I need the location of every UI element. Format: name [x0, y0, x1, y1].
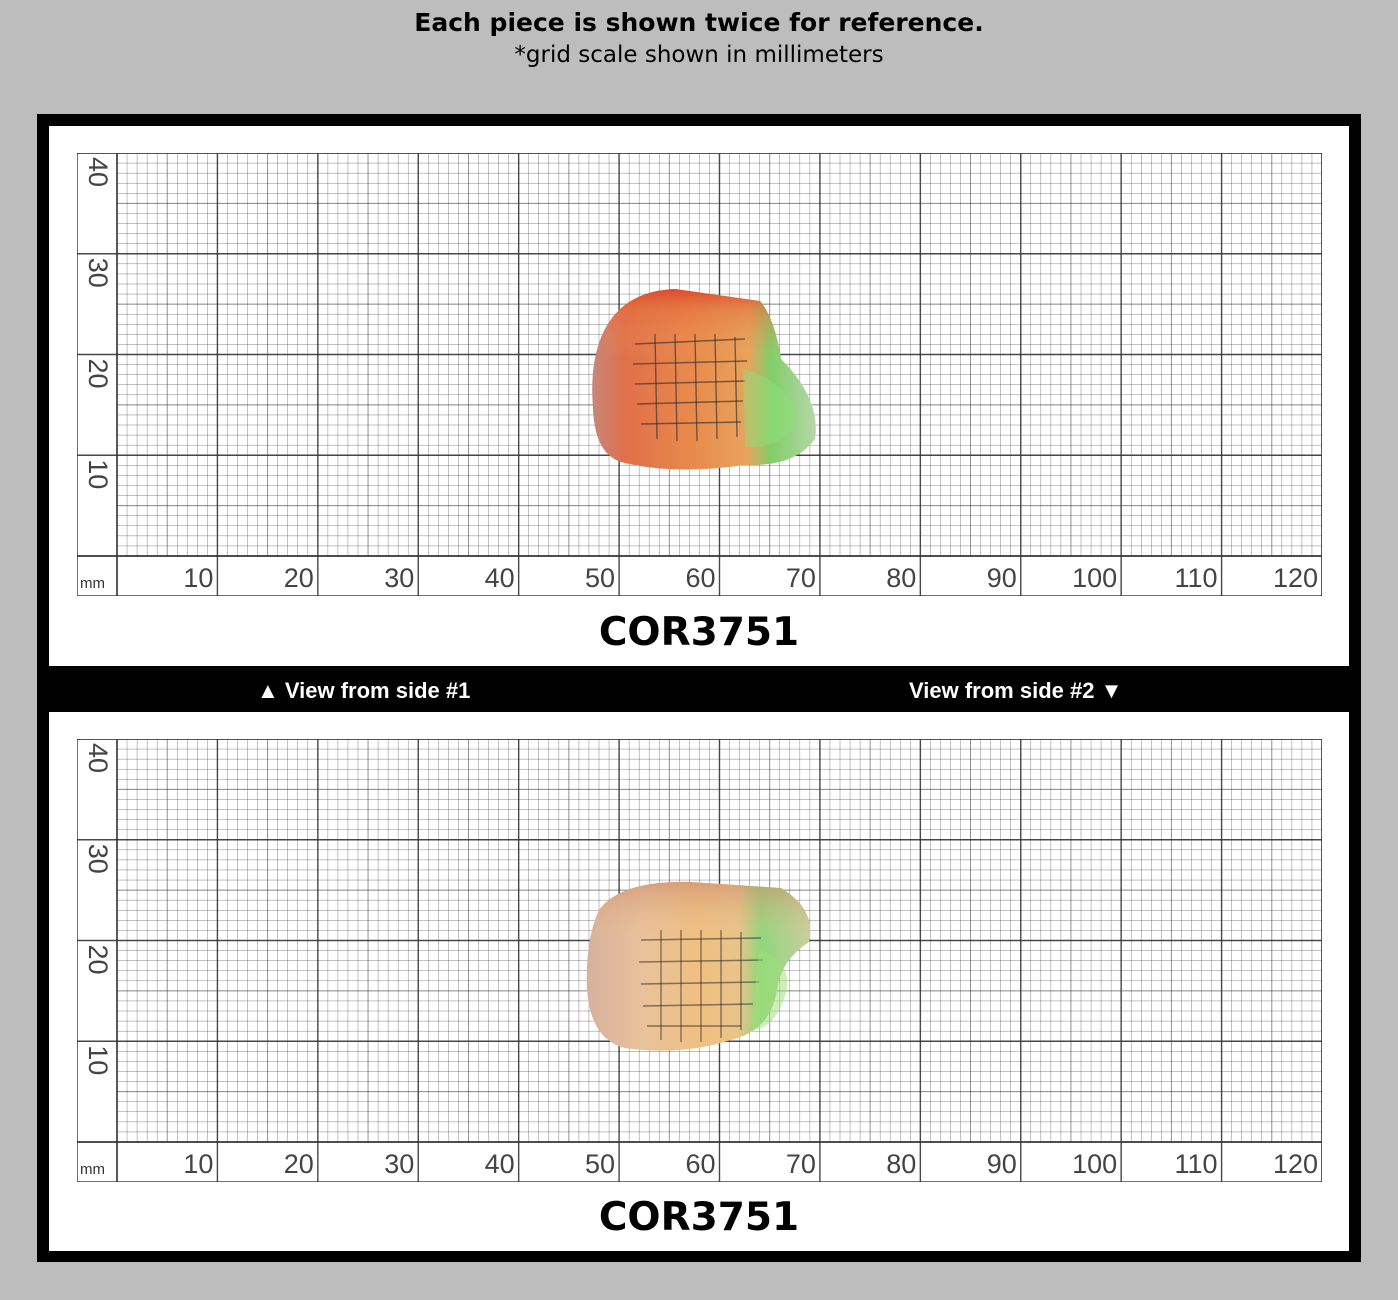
x-tick-label: 110 [1174, 1149, 1218, 1179]
x-tick-label: 10 [183, 1149, 214, 1179]
header-title: Each piece is shown twice for reference. [414, 8, 984, 37]
gem-photo-side-2 [581, 880, 821, 1070]
x-tick-label: 90 [986, 563, 1017, 593]
y-tick-label: 40 [83, 743, 113, 774]
x-tick-label: 120 [1272, 563, 1318, 593]
x-tick-label: 80 [886, 563, 917, 593]
x-tick-label: 60 [685, 1149, 716, 1179]
y-tick-label: 20 [83, 358, 113, 389]
y-tick-label: 40 [83, 157, 113, 188]
piece-code-2: COR3751 [598, 1195, 800, 1240]
x-tick-label: 40 [484, 1149, 515, 1179]
y-tick-label: 20 [83, 944, 113, 975]
x-tick-label: 60 [685, 563, 716, 593]
x-tick-label: 100 [1072, 563, 1118, 593]
unit-label: mm [80, 575, 105, 592]
x-tick-label: 110 [1174, 563, 1218, 593]
gem-photo-side-1 [585, 289, 821, 479]
x-tick-label: 50 [585, 563, 616, 593]
unit-label: mm [80, 1161, 105, 1178]
view-label-side-2: View from side #2 ▼ [909, 678, 1123, 703]
x-tick-label: 30 [384, 1149, 415, 1179]
x-tick-label: 100 [1072, 1149, 1118, 1179]
x-tick-label: 20 [283, 563, 314, 593]
x-tick-label: 20 [283, 1149, 314, 1179]
y-tick-label: 10 [83, 459, 113, 490]
x-tick-label: 50 [585, 1149, 616, 1179]
x-tick-label: 70 [785, 1149, 816, 1179]
view-label-side-1: ▲ View from side #1 [257, 678, 471, 703]
x-tick-label: 90 [986, 1149, 1017, 1179]
y-tick-label: 10 [83, 1045, 113, 1076]
header-subtitle: *grid scale shown in millimeters [514, 42, 884, 68]
x-tick-label: 30 [384, 563, 415, 593]
panel-side-2 [49, 712, 1349, 1251]
x-tick-label: 120 [1272, 1149, 1318, 1179]
x-tick-label: 70 [785, 563, 816, 593]
x-tick-label: 40 [484, 563, 515, 593]
y-tick-label: 30 [83, 257, 113, 288]
panel-side-1 [49, 126, 1349, 666]
y-tick-label: 30 [83, 843, 113, 874]
x-tick-label: 10 [183, 563, 214, 593]
piece-code-1: COR3751 [598, 610, 800, 655]
photo-frame [37, 114, 1361, 1262]
x-tick-label: 80 [886, 1149, 917, 1179]
